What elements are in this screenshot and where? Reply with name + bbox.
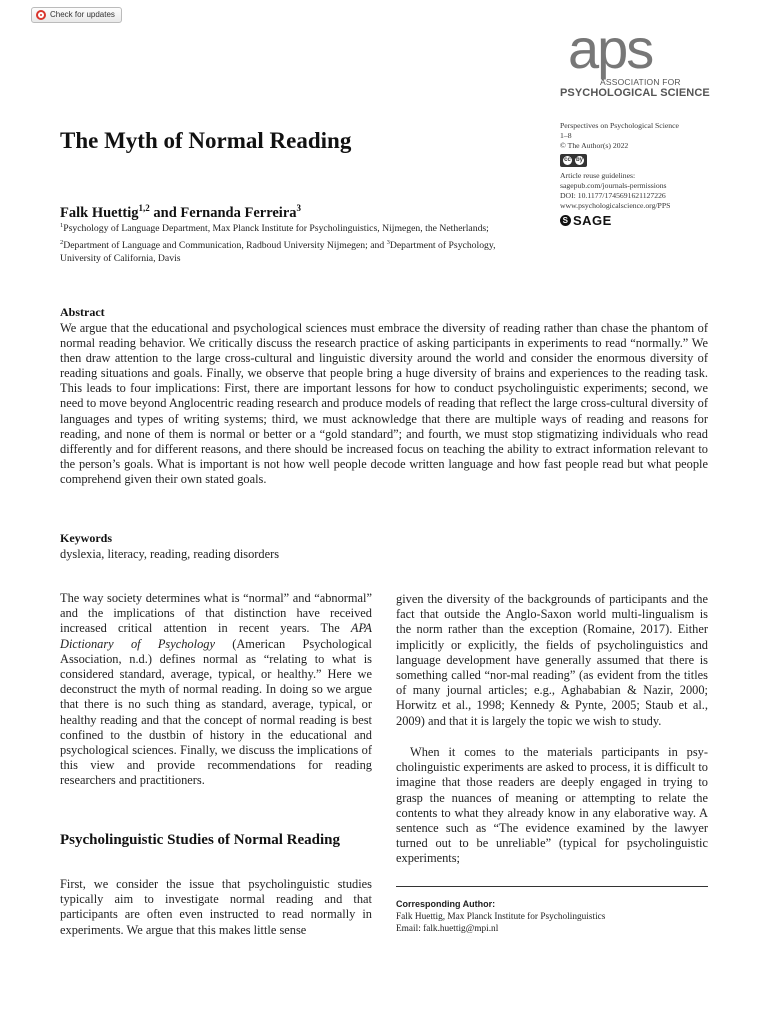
reuse-link[interactable]: sagepub.com/journals-permissions <box>560 181 667 190</box>
journal-meta <box>560 121 750 226</box>
journal-name: Perspectives on Psychological Science <box>560 121 679 130</box>
body-paragraph-1 <box>60 591 372 789</box>
aps-logo-line1: ASSOCIATION FOR <box>600 77 681 87</box>
doi[interactable]: DOI: 10.1177/1745691621127226 <box>560 191 666 200</box>
p1-part-b: (American Psychological Association, n.d.) defines normal as “relating to what is considered standard, average, typical, or healthy.” Here we deconstruct the myth of normal reading. In doing so we argue that there is no such thing as standard, average, typical, or healthy reading and that the concept of normal reading is best confined to the dustbin of history in the educational and psychological sciences. Finally, we discuss the implications of this view and provide recommendations for reading researchers and practitioners. <box>60 636 372 788</box>
keywords-heading: Keywords <box>60 531 112 545</box>
cc-icon: cc <box>564 157 571 163</box>
affil-sup-3: 3 <box>386 238 390 246</box>
page-range: 1–8 <box>560 131 572 140</box>
author-1: Falk Huettig <box>60 204 139 221</box>
sage-wordmark: SAGE <box>573 212 612 228</box>
abstract-text: We argue that the educational and psychological sciences must embrace the diversity of reading rather than chase the phantom of normal reading behavior. We critically discuss the research practice of asking participants in experiments to read “normally.” We then draw attention to the large cross-cultural and linguistic diversity around the world and consider the enormous diversity of reading situations and goals. Finally, we observe that people bring a huge diversity of brains and experiences to the reading task. This leads to four implications: First, there are important lessons for how to conduct psycholinguistic experiments; second, we need to move beyond Anglocentric reading research and produce models of reading that reflect the large cross-cultural diversity of languages and types of writing systems; third, we must acknowledge that there are multiple ways of reading and reasons for reading, and none of them is normal or better or a “gold standard”; and fourth, we must stop stigmatizing individuals who read differently and for different reasons, and there should be increased focus on teaching the ability to extract information relevant to the person’s goals. What is important is not how well people decode written language and how fast people read but what people comprehend given their own stated goals. <box>60 321 708 486</box>
copyright: © The Author(s) 2022 <box>560 141 629 150</box>
affil-2: Department of Language and Communication, Radboud University Nijmegen; and <box>63 239 387 251</box>
sage-s-icon: S <box>560 215 571 226</box>
section-heading: Psycholinguistic Studies of Normal Reading <box>60 832 341 848</box>
corresponding-heading: Corresponding Author: <box>396 899 496 909</box>
check-for-updates-button[interactable] <box>31 7 122 23</box>
check-for-updates-label: Check for updates <box>50 10 115 19</box>
sage-logo <box>560 212 750 228</box>
author-1-sup: 1,2 <box>138 203 150 213</box>
affil-3: Department of Psychology, University of California, Davis <box>60 239 496 265</box>
aps-logo-line2: PSYCHOLOGICAL SCIENCE <box>560 87 710 99</box>
p1-italic: APA Dictionary of Psychology <box>60 621 372 651</box>
corresponding-email[interactable]: Email: falk.huettig@mpi.nl <box>396 924 499 934</box>
footnote-divider <box>396 886 708 887</box>
by-icon: by <box>575 157 583 163</box>
update-icon <box>36 10 46 20</box>
affiliations <box>60 219 500 266</box>
abstract-heading: Abstract <box>60 305 105 319</box>
reuse-guidelines: Article reuse guidelines: <box>560 171 636 180</box>
affil-sup-2: 2 <box>60 238 64 246</box>
journal-url[interactable]: www.psychologicalscience.org/PPS <box>560 201 671 210</box>
p1-part-a: The way society determines what is “normal” and “abnormal” and the implications of that distinction have received increased critical attention in recent years. The <box>60 591 372 636</box>
corresponding-line-1: Falk Huettig, Max Planck Institute for Psycholinguistics <box>396 911 606 922</box>
aps-logo <box>560 17 710 103</box>
aps-logo-word: aps <box>568 17 653 80</box>
author-join: and Fernanda Ferreira <box>149 204 297 221</box>
cc-license-icon[interactable] <box>560 154 587 167</box>
article-title: The Myth of Normal Reading <box>60 128 352 153</box>
affil-sup-1: 1 <box>60 222 64 229</box>
corresponding-author <box>396 898 708 936</box>
body-paragraph-3: given the diversity of the backgrounds of participants and the fact that outside the Anglo-Saxon world multi-lingualism is the norm rather than the exception (Romaine, 2017). Either implicitly or explicitly, the fields of psycholinguistics and language development have generally assumed that there is something called “nor-mal reading” (as evident from the titles of many journal articles; e.g., Aghababian & Nazir, 2000; Horwitz et al., 1998; Kennedy & Pynte, 2005; Staub et al., 2009) and that it is largely the topic we wish to study. <box>396 592 708 728</box>
affil-1: Psychology of Language Department, Max Planck Institute for Psycholinguistics, Nijmegen, the Netherlands; <box>63 223 489 235</box>
author-2-sup: 3 <box>296 203 302 213</box>
keywords-text: dyslexia, literacy, reading, reading disorders <box>60 547 280 561</box>
body-paragraph-2: First, we consider the issue that psycholinguistic studies typically aim to investigate normal reading and that participants are often even instructed to read normally in experiments. We argue that this makes little sense <box>60 877 372 937</box>
body-paragraph-4: When it comes to the materials participants in psy-cholinguistic experiments are asked to process, it is difficult to imagine that those readers are deeply engaged in trying to grasp the nuances of meaning or attempting to relate the contents to what they already know in any elaborative way. A sentence such as “The evidence examined by the lawyer turned out to be unreliable” (typical for psycholinguistic experiments; <box>396 745 708 866</box>
